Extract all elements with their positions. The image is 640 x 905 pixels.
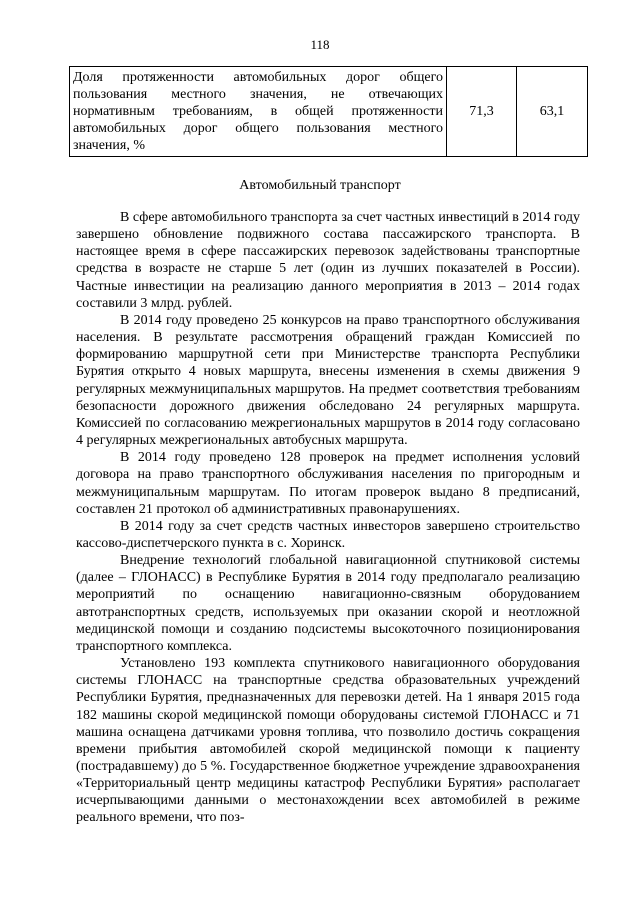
paragraph: Внедрение технологий глобальной навигационной спутниковой системы (далее – ГЛОНАСС) в Республике Бурятия в 2014 году предполагало реализацию мероприятий по оснащению навигационно-связным оборудованием автотранспортных средств, используемых при оказании скорой и неотложной медицинской помощи и созданию подсистемы высокоточного позиционирования транспортного комплекса. [76,553,580,654]
paragraph: В 2014 году за счет средств частных инвесторов завершено строительство кассово-диспетчерского пункта в с. Хоринск. [76,518,580,551]
page-number: 118 [310,37,330,52]
table-row [70,67,588,157]
paragraph: Установлено 193 комплекта спутникового навигационного оборудования системы ГЛОНАСС на транспортные средства образовательных учреждений Республики Бурятия, предназначенных для перевозки детей. На 1 января 2015 года 182 машины скорой медицинской помощи оборудованы системой ГЛОНАСС и 71 машина оснащена датчиками уровня топлива, что позволило достичь сокращения времени прибытия автомобилей скорой медицинской помощи к пациенту (пострадавшему) до 5 %. Государственное бюджетное учреждение здравоохранения «Территориальный центр медицины катастроф Республики Бурятия» располагает исчерпывающими данными о местонахождении всех автомобилей в режиме реального времени, что поз- [76,656,580,826]
value-cell-2: 63,1 [517,67,588,157]
section-heading: Автомобильный транспорт [239,178,401,193]
indicator-table [69,66,588,157]
paragraph: В 2014 году проведено 25 конкурсов на право транспортного обслуживания населения. В результате рассмотрения обращений граждан Комиссией по формированию маршрутной сети при Министерстве транспорта Республики Бурятия открыто 4 новых маршрута, внесены изменения в схемы движения 9 регулярных межмуниципальных маршрутов. На предмет соответствия требованиям безопасности дорожного движения обследовано 24 регулярных маршрута. Комиссией по согласованию межрегиональных маршрутов в 2014 году согласовано 4 регулярных межрегиональных автобусных маршрута. [76,312,580,449]
paragraph: В сфере автомобильного транспорта за счет частных инвестиций в 2014 году завершено обновление подвижного состава пассажирского транспорта. В настоящее время в сфере пассажирских перевозок задействованы транспортные средства в возрасте не старше 5 лет (один из лучших показателей в России). Частные инвестиции на реализацию данного мероприятия в 2013 – 2014 годах составили 3 млрд. рублей. [76,210,580,311]
paragraph: В 2014 году проведено 128 проверок на предмет исполнения условий договора на право транспортного обслуживания населения по пригородным и межмуниципальным маршрутам. По итогам проверок выдано 8 предписаний, составлен 21 протокол об административных правонарушениях. [76,450,580,517]
value-cell-1: 71,3 [447,67,517,157]
body-text [76,209,580,827]
indicator-cell: Доля протяженности автомобильных дорог общего пользования местного значения, не отвечающих нормативным требованиям, в общей протяженности автомобильных дорог общего пользования местного значения, % [70,67,447,157]
